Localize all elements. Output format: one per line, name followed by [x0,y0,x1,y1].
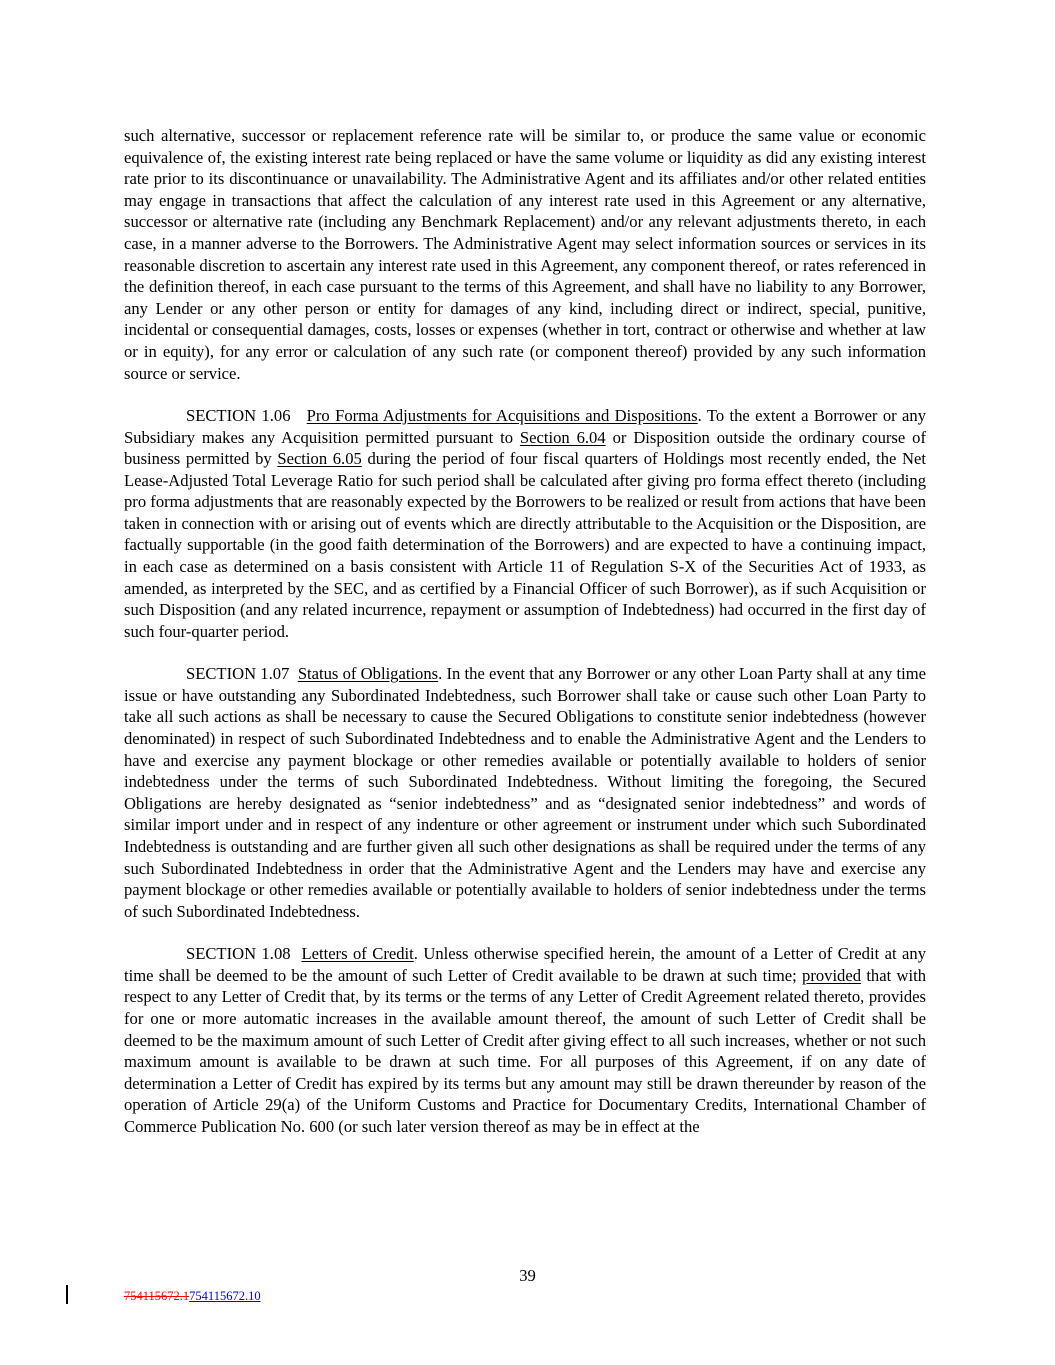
proviso-term: provided [802,965,862,985]
section-text: . To the extent a Borrower or any Subsidiary makes any Acquisition permitted pursuant to [124,405,927,447]
cross-reference: Section 6.05 [277,449,362,469]
section-text: . In the event that any Borrower or any other Loan Party shall at any time issue or have outstanding any Subordinated Indebtedness, such Borrower shall take or cause such other Loan Party to take all such actions as shall be necessary to cause the Secured Obligations to constitute senior indebtedness (however denominated) in respect of such Subordinated Indebtedness and to enable the Administrative Agent and the Lenders to have and exercise any payment blockage or other remedies available or potentially available to holders of senior indebtedness under the terms of such Subordinated Indebtedness. Without limiting the foregoing, the Secured Obligations are hereby designated as “senior indebtedness” and as “designated senior indebtedness” and words of similar import under and in respect of any indenture or other agreement or instrument under which such Subordinated Indebtedness is outstanding and are further given all such other designations as shall be required under the terms of any such Subordinated Indebtedness in order that the Administrative Agent and the Lenders may have and exercise any payment blockage or other remedies available or potentially available to holders of senior indebtedness under the terms of such Subordinated Indebtedness. [124,664,926,921]
revision-change-bar [66,1285,68,1304]
section-text: that with respect to any Letter of Credit that, by its terms or the terms of any Letter of Credit Agreement related thereto, provides for one or more automatic increases in the available amount thereof, the amount of such Letter of Credit shall be deemed to be the maximum amount of such Letter of Credit after giving effect to all such increases, whether or not such maximum amount is available to be drawn at such time. For all purposes of this Agreement, if on any date of determination a Letter of Credit has expired by its terms but any amount may still be drawn thereunder by reason of the operation of Article 29(a) of the Uniform Customs and Practice for Documentary Credits, International Chamber of Commerce Publication No. 600 (or such later version thereof as may be in effect at the [124,965,926,1136]
document-id-deleted: 754115672.1 [124,1289,190,1303]
section-title: Pro Forma Adjustments for Acquisitions and Dispositions [306,405,698,425]
paragraph-text: such alternative, successor or replacement reference rate will be similar to, or produce the same value or economic equivalence of, the existing interest rate being replaced or have the same volume or liquidity as did any existing interest rate prior to its discontinuance or unavailability. The Administrative Agent and its affiliates and/or other related entities may engage in transactions that affect the calculation of any interest rate used in this Agreement or any alternative, successor or alternative rate (including any Benchmark Replacement) and/or any relevant adjustments thereto, in each case, in a manner adverse to the Borrowers. The Administrative Agent may select information sources or services in its reasonable discretion to ascertain any interest rate used in this Agreement, any component thereof, or rates referenced in the definition thereof, in each case pursuant to the terms of this Agreement, and shall have no liability to any Borrower, any Lender or any other person or entity for damages of any kind, including direct or indirect, special, punitive, incidental or consequential damages, costs, losses or expenses (whether in tort, contract or otherwise and whether at law or in equity), for any error or calculation of any such rate (or component thereof) provided by any such information source or service. [124,126,926,383]
section-title: Status of Obligations [297,664,439,684]
document-id-inserted: 754115672.10 [189,1289,261,1303]
section-number: SECTION 1.08 [186,944,291,964]
section-number: SECTION 1.07 [186,664,290,684]
paragraph-continuation [124,125,926,384]
page-body [124,125,926,1138]
section-text: or Disposition outside the ordinary course of business permitted by [124,427,926,469]
section-1-07 [124,663,926,922]
section-1-06 [124,405,926,643]
cross-reference: Section 6.04 [519,427,606,447]
page-number: 39 [519,1266,536,1285]
section-text: . Unless otherwise specified herein, the amount of a Letter of Credit at any time shall be deemed to be the amount of such Letter of Credit available to be drawn at such time; [124,944,927,985]
section-number: SECTION 1.06 [186,405,291,425]
section-1-08 [124,943,926,1137]
section-text: during the period of four fiscal quarters of Holdings most recently ended, the Net Lease-Adjusted Total Leverage Ratio for such period shall be calculated after giving pro forma effect thereto (including pro forma adjustments that are reasonably expected by the Borrowers to be realized or result from actions that have been taken in connection with or arising out of events which are directly attributable to the Acquisition or the Disposition, are factually supportable (in the good faith determination of the Borrowers) and are expected to have a continuing impact, in each case as determined on a basis consistent with Article 11 of Regulation S-X of the Securities Act of 1933, as amended, as interpreted by the SEC, and as certified by a Financial Officer of such Borrower), as if such Acquisition or such Disposition (and any related incurrence, repayment or assumption of Indebtedness) had occurred in the first day of such four-quarter period. [124,449,926,641]
document-id [124,1289,261,1304]
section-title: Letters of Credit [301,944,414,964]
